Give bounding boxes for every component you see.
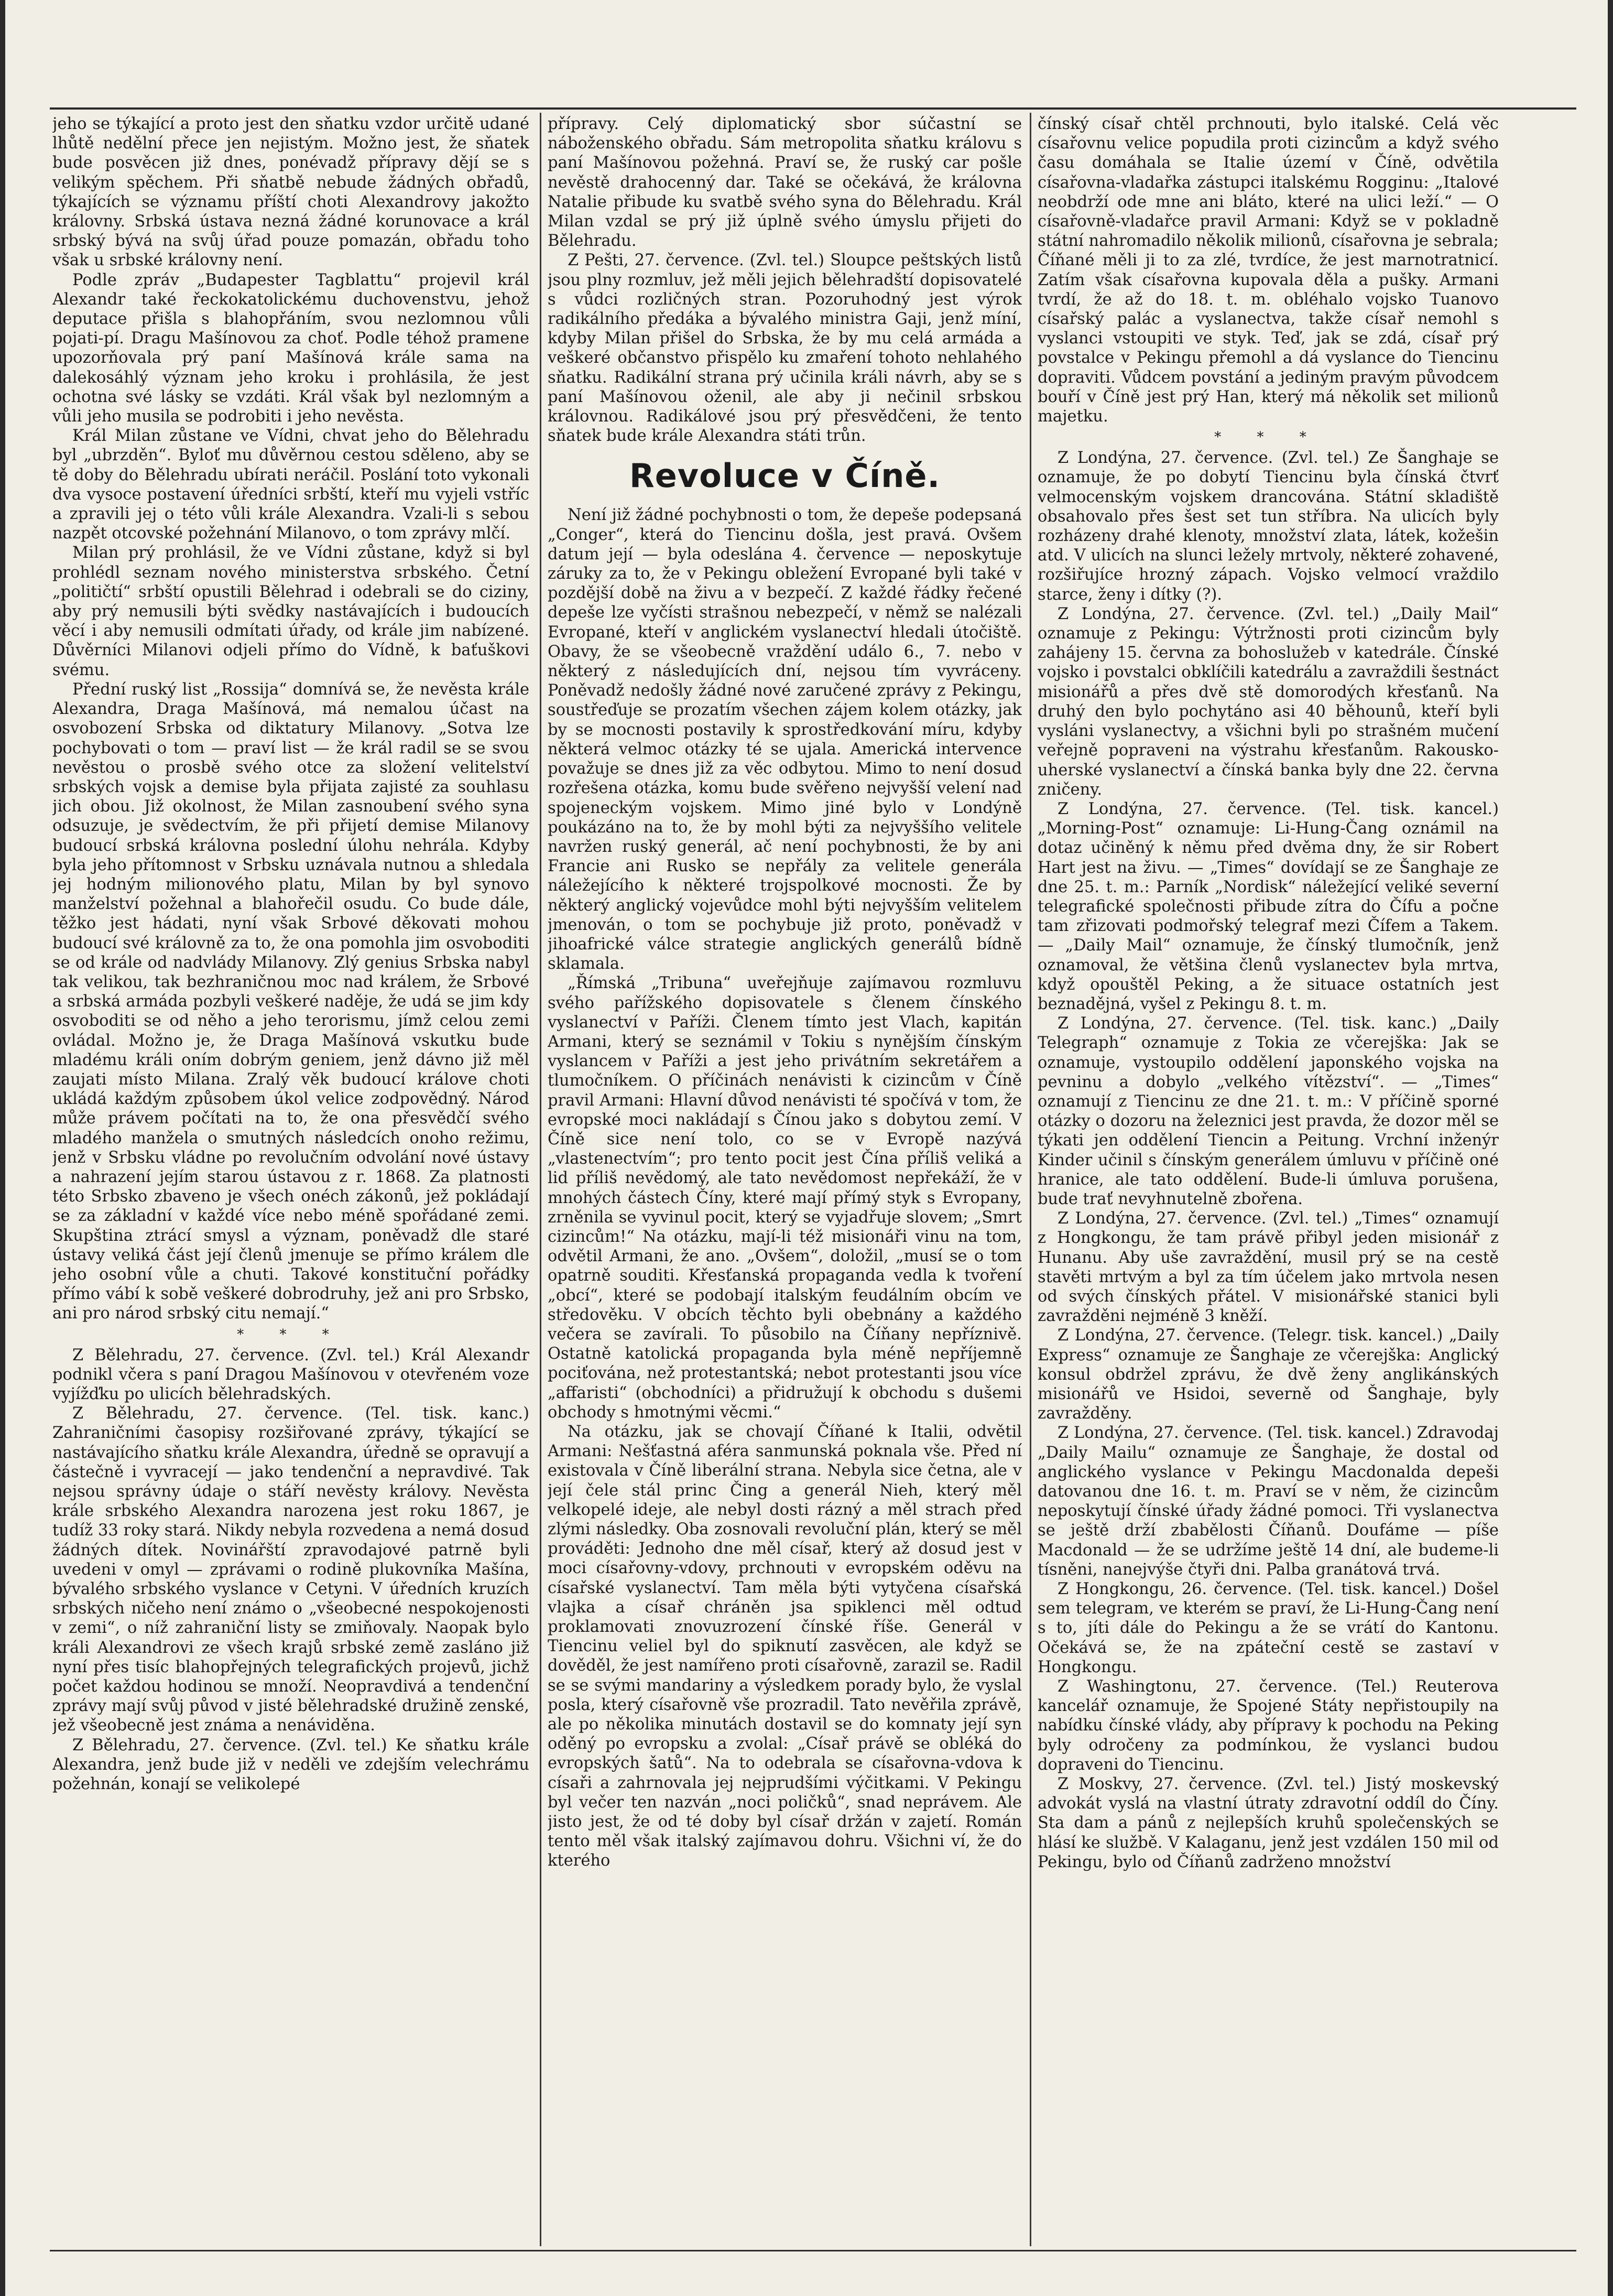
col2-paragraph: „Římská „Tribuna“ uveřejňuje zajímavou rozmluvu svého pařížského dopisovatele s členem čínského vyslanectví v Paříži. Členem tímto jest Vlach, kapitán Armani, který se seznámil v Tokiu s nynějším čínským vyslancem v Paříži a jest jeho privátním sekretářem a tlumočníkem. O příčinách nenávisti k cizincům v Číně pravil Armani: Hlavní důvod nenávisti té spočívá v tom, že evropské moci nakládají s Čínou jako s dobytou zemí. V Číně sice není tolo, co se v Evropě nazývá „vlastenectvím“; pro tento pocit jest Čína příliš veliká a lid příliš nevědomý, ale tato nevědomost nepřekáží, že v mnohých částech Číny, které mají přímý styk s Evropany, zrněnila se vyvinul pocit, který se vyjadřuje slovem; „Smrt cizincům!“ Na otázku, mají-li též misionáři vinu na tom, odvětil Armani, že ano. „Ovšem“, doložil, „musí se o tom opatrně souditi. Křesťanská propaganda vedla k tvoření „obcí“, které se podobají italským feudálním obcím ve středověku. V obcích těchto byli obebnány a každého večera se zavírali. To působilo na Číňany nepříznivě. Ostatně katolická propaganda byla méně nepříjemně pociťována, než protestantská; nebot protestanti jsou více „affaristi“ (obchodníci) a přidružují k obchodu s dušemi obchody s hmotnými věcmi.“ — [548, 974, 1022, 1422]
col1-news-item: Z Bělehradu, 27. července. (Zvl. tel.) Ke sňatku krále Alexandra, jenž bude již v neděli ve zdejším velechrámu požehnán, konají se velikolepé — [52, 1736, 529, 1794]
top-rule — [50, 107, 1576, 110]
col1-paragraph: Podle zpráv „Budapester Tagblattu“ projevil král Alexandr také řeckokatolickému duchovenstvu, jehož deputace přišla s blahopřáním, svou nezlomnou vůli pojati-pí. Dragu Mašínovou za choť. Podle téhož pramene upozorňovala prý paní Mašínová krále sama na dalekosáhlý význam jeho kroku i prohlásila, že jest ochotna své lásky se vzdáti. Král však byl nezlomným a vůli jeho musila se podrobiti i jeho nevěsta. — [52, 270, 529, 426]
column-3 — [1038, 114, 1499, 2244]
separator-stars: * * * — [1214, 429, 1322, 446]
col3-news-item: Z Washingtonu, 27. července. (Tel.) Reuterova kancelář oznamuje, že Spojené Státy nepřistoupily na nabídku čínské vlády, aby přípravy k pochodu na Peking byly odročeny za podmínkou, že vyslanci budou dopraveni do Tiencinu. — [1038, 1677, 1499, 1774]
article-headline: Revoluce v Číně. — [629, 457, 941, 495]
col1-paragraph: Přední ruský list „Rossija“ domnívá se, že nevěsta krále Alexandra, Draga Mašínová, má nemalou účast na osvobození Srbska od diktatury Milanovy. „Sotva lze pochybovati o tom — praví list — že král radil se se svou nevěstou o prosbě svého otce za složení velitelství srbských vojsk a demise byla přijata zajisté za souhlasu jich obou. Již okolnost, že Milan zasnoubení svého syna odsuzuje, je svědectvím, že při přijetí demise Milanovy budoucí srbská královna poslední úlohu nehrála. Kdyby byla jeho přítomnost v Srbsku uznávala nutnou a shledala jej hodným milionového platu, Milan by byl synovo manželství požehnal a blahořečil osudu. Co bude dále, těžko jest hádati, nyní však Srbové děkovati mohou budoucí své královně za to, že ona pomohla jim osvoboditi se od krále od nadvlády Milanovy. Zlý genius Srbska nabyl tak velikou, tak bezhraničnou moc nad králem, že Srbové a srbská armáda pozbyli veškeré naděje, že udá se jim kdy osvoboditi se od něho a jeho terorismu, jímž celou zemi ovládal. Možno je, že Draga Mašínová vskutku bude mladému králi oním dobrým geniem, jenž dávno již měl zaujati místo Milana. Zralý věk budoucí králove choti ukládá každým způsobem úkol velice zodpovědný. Národ může právem počítati na to, že ona přesvědčí svého mladého manžela o smutných následcích onoho režimu, jenž v Srbsku vládne po revolučním odvolání nové ústavy a nahrazení jejím starou ústavou z r. 1868. Za platnosti této Srbsko zbaveno je všech onéch zákonů, jež pokládají se za základní v každé více nebo méně spořádané zemi. Skupština ztrácí smysl a význam, poněvadž dle staré ústavy veliká část její členů jmenuje se přímo králem dle jeho osobní vůle a chuti. Takové konstituční pořádky přímo vábí k sobě veškeré dobrodruhy, jež ani pro Srbsko, ani pro národ srbský citu nemají.“ — [52, 680, 529, 1323]
bottom-rule — [50, 2250, 1576, 2251]
col3-news-item: Z Londýna, 27. července. (Zvl. tel.) „Times“ oznamují z Hongkongu, že tam právě přibyl jeden misionář z Hunanu. Aby uše zavraždění, musil prý se na cestě stavěti mrtvým a byl za tím účelem jako mrtvola nesen od svých čínských přátel. V misionářské stanici byli zavražděni nejméně 3 kněží. — [1038, 1209, 1499, 1326]
col1-news-item: Z Bělehradu, 27. července. (Zvl. tel.) Král Alexandr podnikl včera s paní Dragou Mašínovou v otevřeném voze vyjížďku po ulicích bělehradských. — [52, 1346, 529, 1403]
col1-news-item: Z Bělehradu, 27. července. (Tel. tisk. kanc.) Zahraničními časopisy rozšiřované zprávy, týkající se nastávajícího sňatku krále Alexandra, úředně se opravují a částečně i vyvracejí — jako tendenční a nepravdivé. Tak nejsou správny údaje o stáří nevěsty královy. Nevěsta krále srbského Alexandra narozena jest roku 1867, je tudíž 33 roky stará. Nikdy nebyla rozvedena a nemá dosud žádných dítek. Novinářští zpravodajové patrně byli uvedeni v omyl — zprávami o rodině plukovníka Mašína, bývalého srbského vyslance v Cetyni. V úředních kruzích srbských ničeho není známo o „všeobecné nespokojenosti v zemi“, o níž zahraniční listy se zmiňovaly. Naopak bylo králi Alexandrovi ze všech krajů srbské země zasláno již nyní přes tisíc blahopřejných telegrafických projevů, jichž počet každou hodinou se množí. Neopravdivá a tendenční zprávy mají svůj původ v jisté bělehradské družině zenské, jež všeobecně jest známa a nenáviděna. — [52, 1404, 529, 1735]
separator-stars: * * * — [237, 1326, 345, 1342]
col2-paragraph: Není již žádné pochybnosti o tom, že depeše podepsaná „Conger“, která do Tiencinu došla, jest pravá. Ovšem datum její — byla odeslána 4. července — neposkytuje záruky za to, že v Pekingu obležení Evropané byli také v pozdější době na živu a v bezpečí. Z každé řádky řečené depeše lze vyčísti strašnou nebezpečí, v němž se nalézali Evropané, kteří v anglickém vyslanectví hledali útočiště. Obavy, že se všeobecně vraždění událo 6., 7. nebo v některý z následujících dní, nejsou tím vyvráceny. Poněvadž nedošly žádné nové zaručené zprávy z Pekingu, soustřeďuje se prozatím všechen zájem kolem otázky, jak by se mocnosti postavily k sprostředkování míru, kdyby některá velmoc otázky té se ujala. Americká intervence považuje se dnes již za věc odbytou. Mimo to není dosud rozřešena otázka, komu bude svěřeno nejvyšší velení nad spojeneckým vojskem. Mimo jiné bylo v Londýně poukázáno na to, že by mohl býti za nejvyššího velitele navržen ruský generál, ač není pochybnosti, že by ani Francie ani Rusko se nepřály za velitele generála náležejícího k některé trojspolkové mocnosti. Že by některý anglický vojevůdce mohl býti nejvyšším velitelem jmenován, o tom se pochybuje již proto, poněvadž v jihoafrické válce strategie anglických generálů bídně sklamala. — [548, 506, 1022, 973]
col3-news-item: Z Moskvy, 27. července. (Zvl. tel.) Jistý moskevský advokát vyslá na vlastní útraty zdravotní oddíl do Číny. Sta dam a pánů z nejlepších kruhů společenských se hlásí ke službě. V Kalaganu, jenž jest vzdálen 150 mil od Pekingu, bylo od Číňanů zadrženo množství — [1038, 1775, 1499, 1871]
column-rule-1 — [540, 113, 541, 2246]
page-edge-left — [0, 0, 5, 2296]
column-1 — [52, 114, 529, 2244]
col3-news-item: Z Hongkongu, 26. července. (Tel. tisk. kancel.) Došel sem telegram, ve kterém se praví, že Li-Hung-Čang není s to, jíti dále do Pekingu a že se vrátí do Kantonu. Očekává se, že na zpáteční cestě se zastaví v Hongkongu. — [1038, 1580, 1499, 1676]
column-2 — [548, 114, 1022, 2244]
page-edge-right — [1608, 0, 1613, 2296]
col3-news-item: Z Londýna, 27. července. (Tel. tisk. kanc.) „Daily Telegraph“ oznamuje z Tokia ze včerejška: Jak se oznamuje, vystoupilo oddělení japonského vojska na pevninu a dobylo „velkého vítězství“. — „Times“ oznamují z Tiencinu ze dne 21. t. m.: V příčině sporné otázky o dozoru na železnici jest pravda, že dozor měl se týkati jen oddělení Tiencin a Peitung. Vrchní inženýr Kinder učinil s čínským generálem úmluvu v příčině oné hranice, ale tato oddělení. Bude-li úmluva porušena, bude trať nevyhnutelně zbořena. — [1038, 1014, 1499, 1208]
col3-news-item: Z Londýna, 27. července. (Tel. tisk. kancel.) Zdravodaj „Daily Mailu“ oznamuje ze Šanghaje, že dostal od anglického vyslance v Pekingu Macdonalda depeši datovanou dne 16. t. m. Praví se v něm, že cizincům neposkytují čínské úřady žádné pomoci. Tři vyslanectva se ještě drží zbabělosti Číňanů. Doufáme — píše Macdonald — že se udržíme ještě 14 dní, ale budeme-li tísněni, nanejvýše čtyři dni. Palba granátová trvá. — [1038, 1424, 1499, 1579]
col3-news-item: Z Londýna, 27. července. (Tel. tisk. kancel.) „Morning-Post“ oznamuje: Li-Hung-Čang oznámil na dotaz učiněný k němu před dvěma dny, že sir Robert Hart jest na živu. — „Times“ dovídají se ze Šanghaje ze dne 25. t. m.: Parník „Nordisk“ náležející veliké severní telegrafické společnosti přibude zítra do Čífu a počne tam zřizovati podmořský telegraf mezi Čífem a Takem. — „Daily Mail“ oznamuje, že čínský tlumočník, jenž oznamoval, že většina členů vyslanectev byla mrtva, když opouštěl Peking, a že situace ostatních jest beznadějná, vyšel z Pekingu 8. t. m. — [1038, 799, 1499, 1013]
col3-paragraph: čínský císař chtěl prchnouti, bylo italské. Celá věc císařovnu velice popudila proti cizincům a když svého času domáhala se Italie území v Číně, odvětila císařovna-vladařka zástupci italskému Rogginu: „Italové neobdrží ode mne ani bláto, které na ulici leží.“ — O císařovně-vladařce pravil Armani: Když se v pokladně státní nahromadilo několik milionů, císařovna je sebrala; Číňané měli ji to za zlé, tvrdíce, že jest marnotratnicí. Zatím však císařovna kupovala děla a pušky. Armani tvrdí, že až do 18. t. m. obléhalo vojsko Tuanovo císařský palác a vyslanectva, takže císař nemohl s vyslanci vstoupiti ve styk. Teď, jak se zdá, císař prý povstalce v Pekingu přemohl a dá vyslance do Tiencinu dopraviti. Vůdcem povstání a jediným pravým původcem bouří v Číně jest prý Han, který má několik set milionů majetku. — [1038, 115, 1499, 426]
col1-paragraph: jeho se týkající a proto jest den sňatku vzdor určitě udané lhůtě nedělní přece jen nejistým. Možno jest, že sňatek bude posvěcen již dnes, ponévadž přípravy dějí se s velikým spěchem. Při sňatbě nebude žádných obřadů, týkajících se významu příští choti Alexandrovy jakožto královny. Srbská ústava nezná žádné korunovace a král srbský bývá na svůj úřad pouze pomazán, obřadu toho však u srbské královny není. — [52, 115, 529, 270]
col1-paragraph: Milan prý prohlásil, že ve Vídni zůstane, když si byl prohlédl seznam nového ministerstva srbského. Četní „političtí“ srbští opustili Bělehrad i odebrali se do ciziny, aby prý nemusili býti svědky nastávajících i budoucích věcí i aby nemusili odmítati úřady, od krále jim nabízené. Důvěrníci Milanovi odjeli přímo do Vídně, k baťuškovi svému. — [52, 544, 529, 679]
col2-paragraph: přípravy. Celý diplomatický sbor súčastní se náboženského obřadu. Sám metropolita sňatku královu s paní Mašínovou požehná. Praví se, že ruský car pošle nevěstě drahocenný dar. Také se očekává, že královna Natalie přibude ku svatbě svého syna do Bělehradu. Král Milan vzdal se prý již úplně svého úmyslu přijeti do Bělehradu. — [548, 115, 1022, 251]
col2-paragraph: Na otázku, jak se chovají Číňané k Italii, odvětil Armani: Nešťastná aféra sanmunská poknala vše. Před ní existovala v Číně liberální strana. Nebyla sice četna, ale v její čele stál princ Čing a generál Nieh, který měl velkopelé ideje, ale nebyl dosti rázný a měl strach před zlými následky. Oba zosnovali revoluční plán, který se měl prováděti: Jednoho dne měl císař, který až dosud jest v moci císařovny-vdovy, prchnouti v evropském oděvu na císařské vyslanectví. Tam měla býti vytyčena císařská vlajka a císař chráněn jsa spiklenci měl odtud proklamovati znovuzrození čínské říše. Generál v Tiencinu veliel byl do spiknutí zasvěcen, ale když se dověděl, že jest namířeno proti císařovně, zarazil se. Radil se se svými mandariny a výsledkem porady bylo, že vyslal posla, který císařovně vše prozradil. Tato nevěřila zprávě, ale po několika minutách dostavil se do komnaty její syn oděný po evropsku a zvolal: „Císař právě se obléká do evropských šatů“. Na to odebrala se císařovna-vdova k císaři a zahrnovala jej nejprudšími výčitkami. V Pekingu byl večer ten nazván „noci poličků“, snad neprávem. Ale jisto jest, že od té doby byl císař držán v zajetí. Román tento měl však italský zajímavou dohru. Všichni ví, že do kterého — [548, 1423, 1022, 1870]
col2-paragraph: Z Pešti, 27. července. (Zvl. tel.) Sloupce peštských listů jsou plny rozmluv, jež měli jejich bělehradští dopisovatelé s vůdci rozličných stran. Pozoruhodný jest výrok radikálního předáka a bývalého ministra Gaji, jenž míní, kdyby Milan přišel do Srbska, že by mu celá armáda a veškeré občanstvo přispělo ku zmaření tohoto nehlahého sňatku. Radikální strana prý učinila králi návrh, aby se s paní Mašínovou oženil, ale aby ji nečinil srbskou královnou. Radikálové jsou prý přesvědčeni, že tento sňatek bude krále Alexandra státi trůn. — [548, 251, 1022, 446]
col3-news-item: Z Londýna, 27. července. (Telegr. tisk. kancel.) „Daily Express“ oznamuje ze Šanghaje ze včerejška: Anglický konsul obdržel zprávu, že dvě ženy anglikánských misionářů ve Hsidoi, severně od Šanghaje, byly zavražděny. — [1038, 1326, 1499, 1423]
col3-news-item: Z Londýna, 27. července. (Zvl. tel.) Ze Šanghaje se oznamuje, že po dobytí Tiencinu byla čínská čtvrť velmocenským vojskem drancována. Státní skladiště obsahovalo přes šest set tun stříbra. Na ulicích byly rozházeny drahé klenoty, množství zlata, látek, kožešin atd. V ulicích na slunci ležely mrtvoly, některé zohavené, rozšiřujíce hrozný zápach. Vojsko velmocí vraždilo starce, ženy i dítky (?). — [1038, 449, 1499, 604]
column-rule-2 — [1030, 113, 1031, 2246]
col1-paragraph: Král Milan zůstane ve Vídni, chvat jeho do Bělehradu byl „ubrzděn“. Byloť mu důvěrnou cestou sděleno, aby se tě doby do Bělehradu ubírati neráčil. Poslání toto vykonali dva vysoce postavení úředníci srbští, kteří mu vyjeli vstříc a zpravili jej o této vůli krále Alexandra. Vzali-li s sebou nazpět otcovské požehnání Milanovo, o tom zprávy mlčí. — [52, 427, 529, 543]
col3-news-item: Z Londýna, 27. července. (Zvl. tel.) „Daily Mail“ oznamuje z Pekingu: Výtržnosti proti cizincům byly zahájeny 15. června za bohoslužeb v katedrále. Čínské vojsko i povstalci obklíčili katedrálu a zavraždili šestnáct misionářů a přes dvě stě domorodých křesťanů. Na druhý den bylo pochytáno asi 40 běhounů, kteří byli vysláni vyslanectvy, a všichni byli po strašném mučení veřejně popraveni na výstrahu křesťanům. Rakousko-uherské vyslanectví a čínská banka byly dne 22. června zničeny. — [1038, 604, 1499, 799]
